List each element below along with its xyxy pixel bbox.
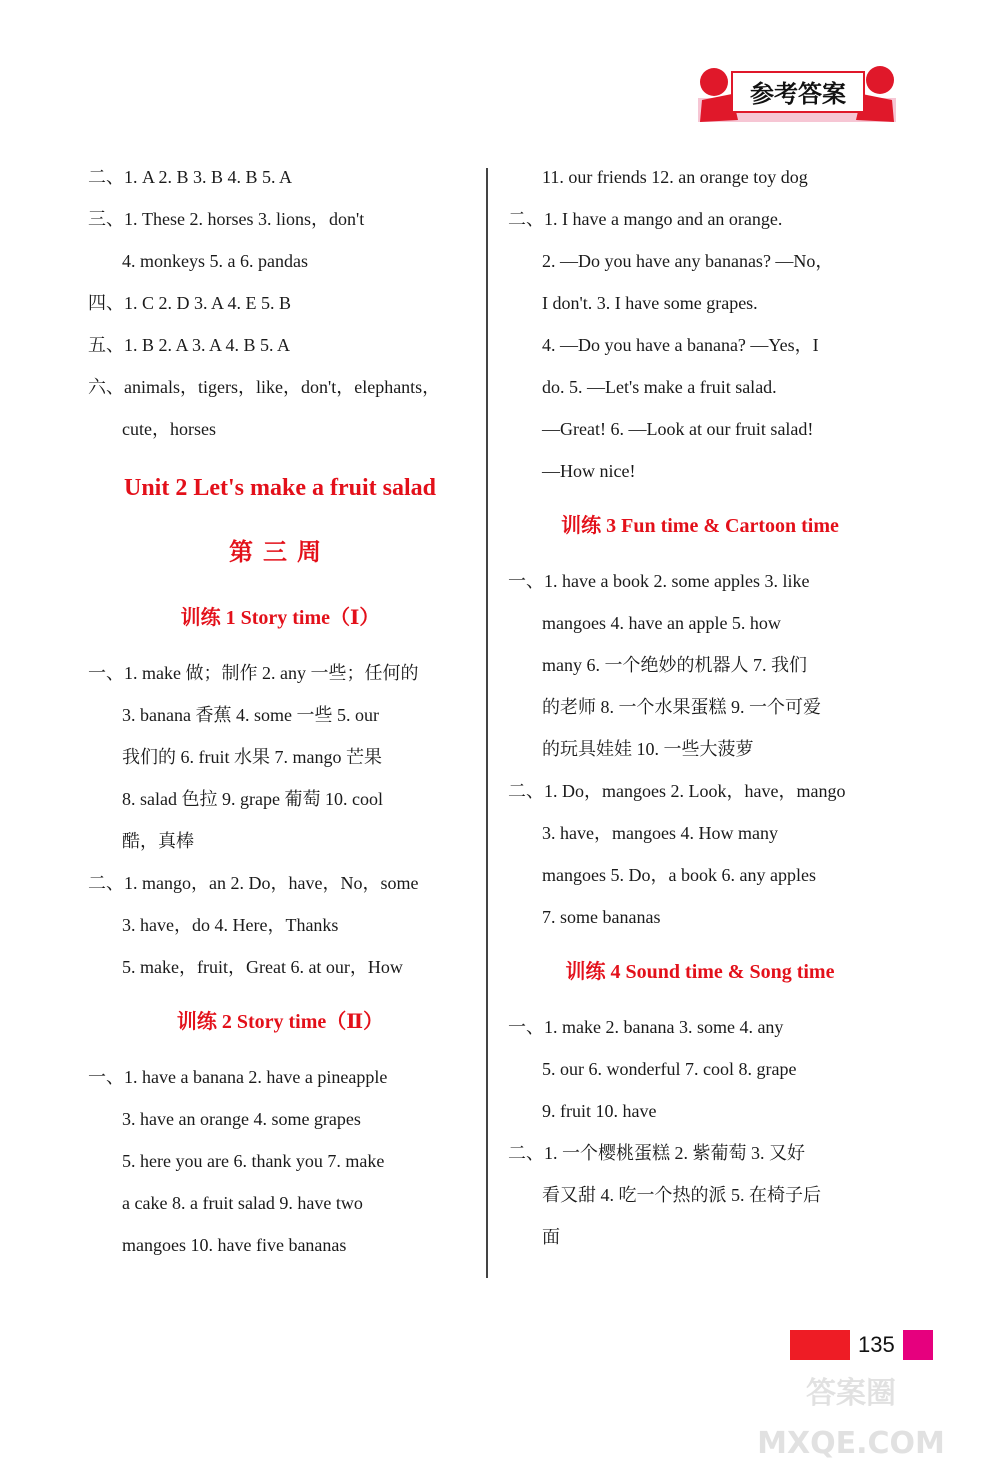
answer-line: 二、1. 一个樱桃蛋糕 2. 紫葡萄 3. 又好 xyxy=(508,1143,805,1163)
answer-line: 二、1. A 2. B 3. B 4. B 5. A xyxy=(88,167,293,187)
answer-line: —How nice! xyxy=(542,461,636,481)
answer-line: 5. make，fruit，Great 6. at our，How xyxy=(122,957,403,977)
answer-line: 四、1. C 2. D 3. A 4. E 5. B xyxy=(88,293,292,313)
answer-line: 酷，真棒 xyxy=(122,831,194,851)
answer-key-logo xyxy=(692,60,902,130)
answer-line: 二、1. I have a mango and an orange. xyxy=(508,209,783,229)
answer-line: 5. our 6. wonderful 7. cool 8. grape xyxy=(542,1059,797,1079)
answer-line: 面 xyxy=(542,1227,560,1247)
answer-line: 一、1. make 做；制作 2. any 一些；任何的 xyxy=(88,663,419,683)
answer-line: 我们的 6. fruit 水果 7. mango 芒果 xyxy=(122,747,382,767)
section-title: 训练 2 Story time（Ⅱ） xyxy=(176,1011,384,1033)
answer-line: 一、1. make 2. banana 3. some 4. any xyxy=(508,1017,784,1037)
answer-line: I don't. 3. I have some grapes. xyxy=(542,293,758,313)
section-title: 训练 3 Fun time & Cartoon time xyxy=(561,515,839,537)
page-tab-pink-block xyxy=(903,1330,933,1360)
answer-line: 7. some bananas xyxy=(542,907,661,927)
answer-line: 看又甜 4. 吃一个热的派 5. 在椅子后 xyxy=(542,1185,821,1205)
answer-line: mangoes 4. have an apple 5. how xyxy=(542,613,781,633)
watermark-url: MXQE.COM xyxy=(757,1426,945,1461)
answer-line: do. 5. —Let's make a fruit salad. xyxy=(542,377,777,397)
answer-line: 二、1. Do，mangoes 2. Look，have，mango xyxy=(508,781,846,801)
left-column xyxy=(88,156,472,1266)
answer-line: 二、1. mango，an 2. Do，have，No，some xyxy=(88,873,419,893)
week-title: 第三周 xyxy=(229,538,331,566)
column-divider xyxy=(486,168,488,1278)
answer-line: 六、animals，tigers，like，don't，elephants， xyxy=(88,377,441,397)
watermark-logo xyxy=(726,1353,976,1468)
answer-line: 8. salad 色拉 9. grape 葡萄 10. cool xyxy=(122,789,383,809)
section-title: 训练 1 Story time（Ⅰ） xyxy=(180,607,380,629)
watermark-text: 答案圈 xyxy=(806,1376,896,1411)
logo-text: 参考答案 xyxy=(750,80,846,108)
answer-line: 3. have an orange 4. some grapes xyxy=(122,1109,361,1129)
answer-line: 五、1. B 2. A 3. A 4. B 5. A xyxy=(88,335,291,355)
answer-line: 3. banana 香蕉 4. some 一些 5. our xyxy=(122,705,379,725)
unit-title: Unit 2 Let's make a fruit salad xyxy=(124,475,436,501)
right-column xyxy=(508,156,892,1258)
section-title: 训练 4 Sound time & Song time xyxy=(565,961,835,983)
answer-line: cute，horses xyxy=(122,419,216,439)
answer-line: 的老师 8. 一个水果蛋糕 9. 一个可爱 xyxy=(542,697,821,717)
answer-line: 三、1. These 2. horses 3. lions，don't xyxy=(88,209,365,229)
answer-line: 5. here you are 6. thank you 7. make xyxy=(122,1151,385,1171)
answer-line: 3. have，mangoes 4. How many xyxy=(542,823,778,843)
answer-line: many 6. 一个绝妙的机器人 7. 我们 xyxy=(542,655,807,675)
answer-line: 4. —Do you have a banana? —Yes，I xyxy=(542,335,819,355)
answer-line: 2. —Do you have any bananas? —No， xyxy=(542,251,834,271)
answer-line: 3. have，do 4. Here，Thanks xyxy=(122,915,339,935)
answer-line: a cake 8. a fruit salad 9. have two xyxy=(122,1193,363,1213)
answer-line: 的玩具娃娃 10. 一些大菠萝 xyxy=(542,739,754,759)
answer-line: 9. fruit 10. have xyxy=(542,1101,657,1121)
answer-line: 4. monkeys 5. a 6. pandas xyxy=(122,251,308,271)
answer-line: 一、1. have a banana 2. have a pineapple xyxy=(88,1067,388,1087)
answer-line: —Great! 6. —Look at our fruit salad! xyxy=(542,419,814,439)
answer-line: 一、1. have a book 2. some apples 3. like xyxy=(508,571,810,591)
page-number: 135 xyxy=(858,1332,895,1357)
answer-line: mangoes 10. have five bananas xyxy=(122,1235,347,1255)
answer-line: mangoes 5. Do，a book 6. any apples xyxy=(542,865,816,885)
page-number-tab xyxy=(790,1330,933,1360)
answer-line: 11. our friends 12. an orange toy dog xyxy=(542,167,808,187)
page-tab-red-block xyxy=(790,1330,850,1360)
